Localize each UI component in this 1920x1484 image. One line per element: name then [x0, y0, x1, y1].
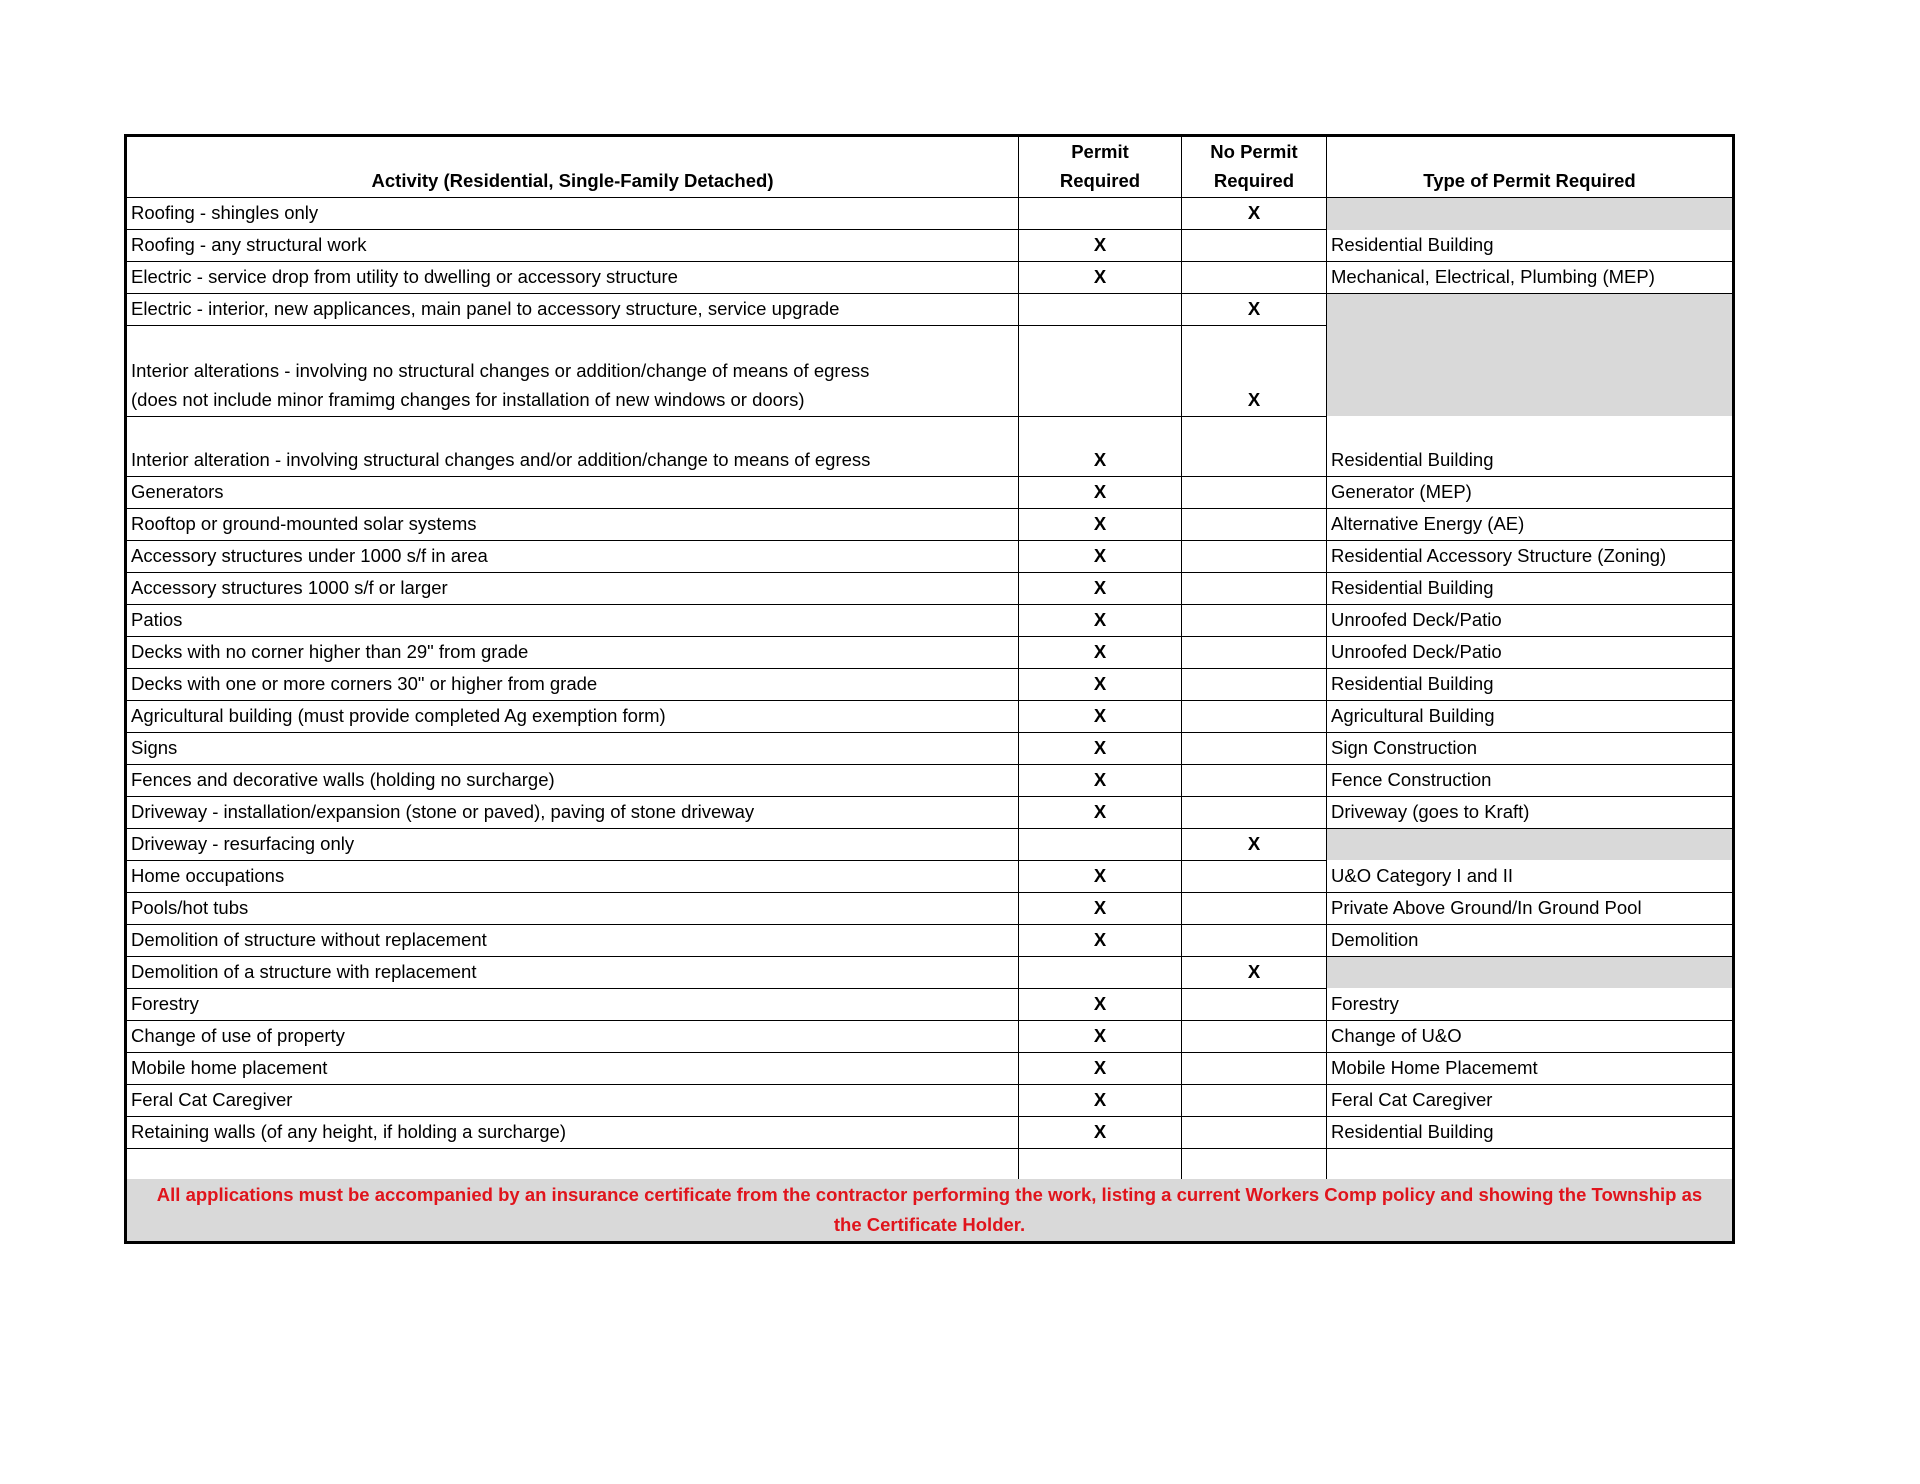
activity-text: Agricultural building (must provide completed Ag exemption form): [131, 704, 666, 726]
permit-type-cell: Agricultural Building: [1327, 700, 1734, 732]
activity-text: Patios: [131, 608, 183, 630]
permit-type-cell: Unroofed Deck/Patio: [1327, 636, 1734, 668]
activity-text: Fences and decorative walls (holding no surcharge): [131, 768, 555, 790]
blank-row: [126, 1148, 1734, 1179]
permit-type-cell: Mobile Home Placememt: [1327, 1052, 1734, 1084]
activity-cell: [126, 924, 1019, 956]
permit-type-cell: Unroofed Deck/Patio: [1327, 604, 1734, 636]
permit-required-cell: X: [1019, 540, 1182, 572]
header-activity: Activity (Residential, Single-Family Detached): [126, 136, 1019, 198]
no-permit-required-cell: [1182, 540, 1327, 572]
permit-type-cell: Residential Accessory Structure (Zoning): [1327, 540, 1734, 572]
blank-cell: [1327, 1148, 1734, 1179]
no-permit-required-cell: X: [1182, 956, 1327, 988]
no-permit-required-cell: [1182, 764, 1327, 796]
permit-required-cell: X: [1019, 700, 1182, 732]
activity-cell: [126, 1052, 1019, 1084]
table-row: [126, 700, 1734, 732]
activity-text: Driveway - installation/expansion (stone or paved), paving of stone driveway: [131, 800, 755, 822]
activity-cell: [126, 956, 1019, 988]
permit-required-cell: X: [1019, 262, 1182, 294]
permit-type-cell: Mechanical, Electrical, Plumbing (MEP): [1327, 262, 1734, 294]
permit-required-cell: X: [1019, 860, 1182, 892]
activity-text: Forestry: [131, 992, 199, 1014]
header-permit-line1: Permit: [1071, 141, 1129, 162]
table-row: [126, 230, 1734, 262]
table-row: [126, 416, 1734, 476]
permit-type-cell: Residential Building: [1327, 416, 1734, 476]
activity-cell: [126, 988, 1019, 1020]
no-permit-required-cell: X: [1182, 294, 1327, 326]
no-permit-required-cell: [1182, 636, 1327, 668]
header-no-permit-line1: No Permit: [1210, 141, 1298, 162]
activity-cell: [126, 540, 1019, 572]
activity-cell: [126, 476, 1019, 508]
table-row: [126, 508, 1734, 540]
permit-required-cell: X: [1019, 636, 1182, 668]
table-row: [126, 294, 1734, 326]
activity-text: Retaining walls (of any height, if holding a surcharge): [131, 1120, 566, 1142]
permit-required-cell: X: [1019, 476, 1182, 508]
permit-type-cell: Fence Construction: [1327, 764, 1734, 796]
table-row: [126, 764, 1734, 796]
no-permit-required-cell: [1182, 1020, 1327, 1052]
permit-required-cell: X: [1019, 230, 1182, 262]
no-permit-required-cell: [1182, 416, 1327, 476]
table-row: [126, 668, 1734, 700]
permit-type-cell: U&O Category I and II: [1327, 860, 1734, 892]
no-permit-required-cell: [1182, 668, 1327, 700]
permit-type-cell: Residential Building: [1327, 668, 1734, 700]
activity-cell: [126, 796, 1019, 828]
no-permit-required-cell: [1182, 1116, 1327, 1148]
activity-cell: [126, 198, 1019, 230]
permit-type-cell: Demolition: [1327, 924, 1734, 956]
permit-required-cell: X: [1019, 796, 1182, 828]
permit-type-cell: Sign Construction: [1327, 732, 1734, 764]
activity-cell: [126, 326, 1019, 417]
permit-required-cell: [1019, 326, 1182, 417]
activity-text: Feral Cat Caregiver: [131, 1088, 293, 1110]
table-row: [126, 262, 1734, 294]
no-permit-required-cell: [1182, 860, 1327, 892]
permit-type-cell: [1327, 828, 1734, 860]
table-row: [126, 732, 1734, 764]
activity-cell: [126, 732, 1019, 764]
activity-text: Electric - interior, new applicances, main panel to accessory structure, service upgrade: [131, 298, 840, 319]
activity-cell: [126, 230, 1019, 262]
activity-cell: [126, 860, 1019, 892]
activity-cell: [126, 604, 1019, 636]
header-permit-line2: Required: [1059, 170, 1141, 191]
header-type-of-permit: Type of Permit Required: [1327, 136, 1734, 198]
activity-text: Demolition of a structure with replacement: [131, 960, 477, 982]
activity-text: Accessory structures under 1000 s/f in area: [131, 544, 488, 566]
activity-cell: [126, 262, 1019, 294]
activity-text: Pools/hot tubs: [131, 896, 249, 918]
permit-required-cell: [1019, 294, 1182, 326]
no-permit-required-cell: [1182, 476, 1327, 508]
no-permit-required-cell: [1182, 732, 1327, 764]
blank-cell: [126, 1148, 1019, 1179]
permit-requirements-table: [124, 134, 1735, 1244]
activity-text: Roofing - any structural work: [131, 234, 367, 255]
activity-cell: [126, 892, 1019, 924]
no-permit-required-cell: X: [1182, 326, 1327, 417]
table-row: [126, 892, 1734, 924]
activity-text: Driveway - resurfacing only: [131, 832, 355, 854]
table-row: [126, 540, 1734, 572]
activity-text: Rooftop or ground-mounted solar systems: [131, 512, 477, 534]
no-permit-required-cell: [1182, 924, 1327, 956]
activity-cell: [126, 700, 1019, 732]
permit-type-cell: Residential Building: [1327, 572, 1734, 604]
permit-type-cell: Residential Building: [1327, 1116, 1734, 1148]
activity-cell: [126, 294, 1019, 326]
table-row: [126, 326, 1734, 417]
permit-type-cell: Feral Cat Caregiver: [1327, 1084, 1734, 1116]
activity-text: Signs: [131, 736, 178, 758]
activity-cell: [126, 416, 1019, 476]
no-permit-required-cell: [1182, 230, 1327, 262]
table-row: [126, 604, 1734, 636]
table-row: [126, 1084, 1734, 1116]
permit-type-cell: Residential Building: [1327, 230, 1734, 262]
no-permit-required-cell: [1182, 892, 1327, 924]
insurance-certificate-note: All applications must be accompanied by an insurance certificate from the contractor performing the work, listing a current Workers Comp policy and showing the Township as the Certificate Holder.: [126, 1179, 1734, 1243]
activity-text: Generators: [131, 480, 224, 502]
blank-cell: [1019, 1148, 1182, 1179]
activity-text: Change of use of property: [131, 1024, 345, 1046]
permit-required-cell: X: [1019, 604, 1182, 636]
header-no-permit-line2: Required: [1213, 170, 1295, 191]
activity-cell: [126, 572, 1019, 604]
no-permit-required-cell: [1182, 1084, 1327, 1116]
permit-type-cell: [1327, 294, 1734, 326]
activity-text: Accessory structures 1000 s/f or larger: [131, 576, 448, 598]
table-row: [126, 924, 1734, 956]
permit-required-cell: X: [1019, 416, 1182, 476]
activity-text: Demolition of structure without replacement: [131, 928, 487, 950]
table-row: [126, 796, 1734, 828]
permit-required-cell: X: [1019, 1084, 1182, 1116]
header-row: [126, 136, 1734, 198]
table-row: [126, 860, 1734, 892]
permit-required-cell: [1019, 198, 1182, 230]
header-permit-required: [1019, 136, 1182, 198]
permit-type-cell: Forestry: [1327, 988, 1734, 1020]
permit-type-cell: [1327, 326, 1734, 417]
activity-cell: [126, 636, 1019, 668]
permit-required-cell: X: [1019, 764, 1182, 796]
table-row: [126, 1052, 1734, 1084]
permit-type-cell: [1327, 198, 1734, 230]
table-row: [126, 198, 1734, 230]
no-permit-required-cell: [1182, 988, 1327, 1020]
permit-required-cell: X: [1019, 508, 1182, 540]
table-row: [126, 572, 1734, 604]
permit-required-cell: X: [1019, 892, 1182, 924]
no-permit-required-cell: [1182, 796, 1327, 828]
permit-required-cell: X: [1019, 668, 1182, 700]
permit-type-cell: Driveway (goes to Kraft): [1327, 796, 1734, 828]
no-permit-required-cell: X: [1182, 198, 1327, 230]
activity-text: Interior alterations - involving no structural changes or addition/change of means of egress: [131, 359, 870, 381]
permit-required-cell: X: [1019, 1020, 1182, 1052]
permit-required-cell: X: [1019, 1052, 1182, 1084]
activity-text: (does not include minor framimg changes for installation of new windows or doors): [131, 388, 805, 410]
activity-cell: [126, 764, 1019, 796]
activity-cell: [126, 508, 1019, 540]
permit-required-cell: X: [1019, 924, 1182, 956]
blank-cell: [1182, 1148, 1327, 1179]
table-row: [126, 1020, 1734, 1052]
activity-cell: [126, 668, 1019, 700]
permit-required-cell: [1019, 828, 1182, 860]
table-row: [126, 636, 1734, 668]
table-row: [126, 956, 1734, 988]
permit-required-cell: X: [1019, 572, 1182, 604]
no-permit-required-cell: X: [1182, 828, 1327, 860]
activity-cell: [126, 1020, 1019, 1052]
permit-type-cell: Generator (MEP): [1327, 476, 1734, 508]
activity-text: Decks with no corner higher than 29" from grade: [131, 640, 529, 662]
no-permit-required-cell: [1182, 1052, 1327, 1084]
activity-cell: [126, 1084, 1019, 1116]
header-no-permit-required: [1182, 136, 1327, 198]
table-row: [126, 476, 1734, 508]
activity-cell: [126, 828, 1019, 860]
activity-cell: [126, 1116, 1019, 1148]
table-row: [126, 1116, 1734, 1148]
activity-text: Decks with one or more corners 30" or higher from grade: [131, 672, 598, 694]
permit-type-cell: Alternative Energy (AE): [1327, 508, 1734, 540]
permit-required-cell: X: [1019, 988, 1182, 1020]
table-row: [126, 828, 1734, 860]
activity-text: Home occupations: [131, 864, 285, 886]
no-permit-required-cell: [1182, 700, 1327, 732]
permit-type-cell: Private Above Ground/In Ground Pool: [1327, 892, 1734, 924]
table-row: [126, 988, 1734, 1020]
note-row: [126, 1179, 1734, 1243]
no-permit-required-cell: [1182, 508, 1327, 540]
permit-type-cell: [1327, 956, 1734, 988]
permit-required-cell: [1019, 956, 1182, 988]
activity-text: Mobile home placement: [131, 1056, 328, 1078]
activity-text: Electric - service drop from utility to dwelling or accessory structure: [131, 266, 678, 287]
permit-type-cell: Change of U&O: [1327, 1020, 1734, 1052]
permit-required-cell: X: [1019, 732, 1182, 764]
no-permit-required-cell: [1182, 262, 1327, 294]
no-permit-required-cell: [1182, 604, 1327, 636]
no-permit-required-cell: [1182, 572, 1327, 604]
activity-text: Interior alteration - involving structural changes and/or addition/change to means of egress: [131, 448, 871, 470]
activity-text: Roofing - shingles only: [131, 202, 319, 223]
permit-required-cell: X: [1019, 1116, 1182, 1148]
